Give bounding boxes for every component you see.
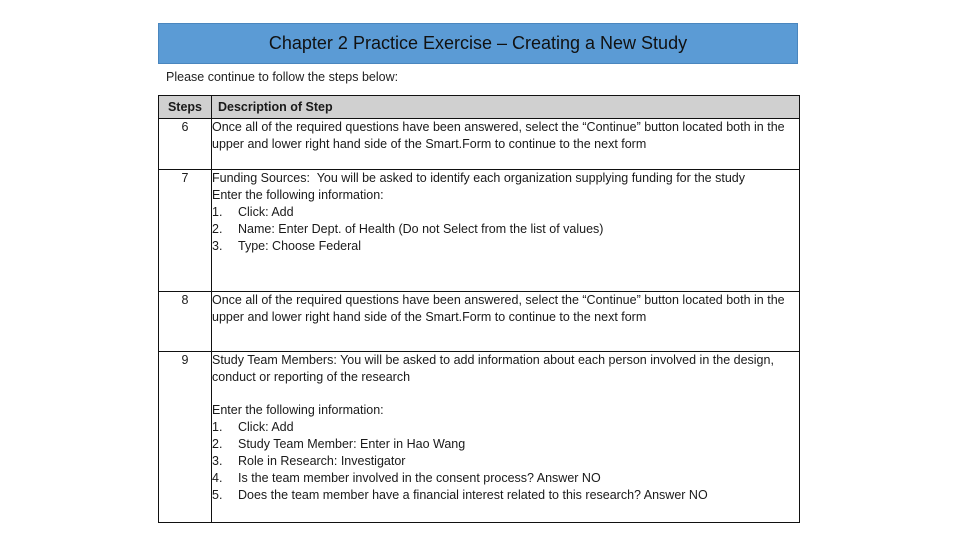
description-line: Once all of the required questions have been answered, select the “Continue” button located both in the upper and lower right hand side of the Smart.Form to continue to the next form xyxy=(212,120,789,151)
header-description: Description of Step xyxy=(212,96,800,119)
list-text: Does the team member have a financial interest related to this research? Answer NO xyxy=(238,488,708,502)
list-item xyxy=(212,419,799,436)
list-index: 1. xyxy=(212,205,223,219)
description-line: Enter the following information: xyxy=(212,188,384,202)
table-header-row xyxy=(159,96,800,119)
list-item xyxy=(212,470,799,487)
list-item xyxy=(212,487,799,504)
list-index: 1. xyxy=(212,420,223,434)
list-text: Role in Research: Investigator xyxy=(238,454,406,468)
intro-text: Please continue to follow the steps below: xyxy=(166,70,399,84)
list-item xyxy=(212,436,799,453)
list-text: Click: Add xyxy=(238,420,294,434)
list-index: 2. xyxy=(212,222,223,236)
step-number: 9 xyxy=(159,352,212,523)
instruction-list xyxy=(212,204,799,255)
instruction-list xyxy=(212,419,799,504)
title-banner xyxy=(158,23,798,64)
step-description xyxy=(212,170,800,292)
list-index: 3. xyxy=(212,239,223,253)
table-row xyxy=(159,352,800,523)
step-description xyxy=(212,292,800,352)
list-text: Is the team member involved in the consent process? Answer NO xyxy=(238,471,601,485)
description-line: Funding Sources: You will be asked to identify each organization supplying funding for the study xyxy=(212,171,745,185)
list-text: Study Team Member: Enter in Hao Wang xyxy=(238,437,466,451)
header-steps: Steps xyxy=(159,96,212,119)
list-index: 4. xyxy=(212,471,223,485)
list-index: 2. xyxy=(212,437,223,451)
description-line: Enter the following information: xyxy=(212,403,384,417)
step-description xyxy=(212,119,800,170)
page-title: Chapter 2 Practice Exercise – Creating a New Study xyxy=(268,33,688,53)
description-line: Once all of the required questions have been answered, select the “Continue” button located both in the upper and lower right hand side of the Smart.Form to continue to the next form xyxy=(212,293,789,324)
step-number: 8 xyxy=(159,292,212,352)
table-row xyxy=(159,170,800,292)
list-item xyxy=(212,238,799,255)
list-index: 3. xyxy=(212,454,223,468)
table-row xyxy=(159,292,800,352)
list-item xyxy=(212,204,799,221)
table-row xyxy=(159,119,800,170)
list-item xyxy=(212,221,799,238)
description-line: Study Team Members: You will be asked to add information about each person involved in the design, conduct or reporting of the research xyxy=(212,353,778,384)
list-item xyxy=(212,453,799,470)
step-description xyxy=(212,352,800,523)
step-number: 7 xyxy=(159,170,212,292)
list-text: Click: Add xyxy=(238,205,294,219)
list-text: Type: Choose Federal xyxy=(238,239,361,253)
steps-table xyxy=(158,95,800,523)
list-index: 5. xyxy=(212,488,223,502)
step-number: 6 xyxy=(159,119,212,170)
list-text: Name: Enter Dept. of Health (Do not Select from the list of values) xyxy=(238,222,604,236)
